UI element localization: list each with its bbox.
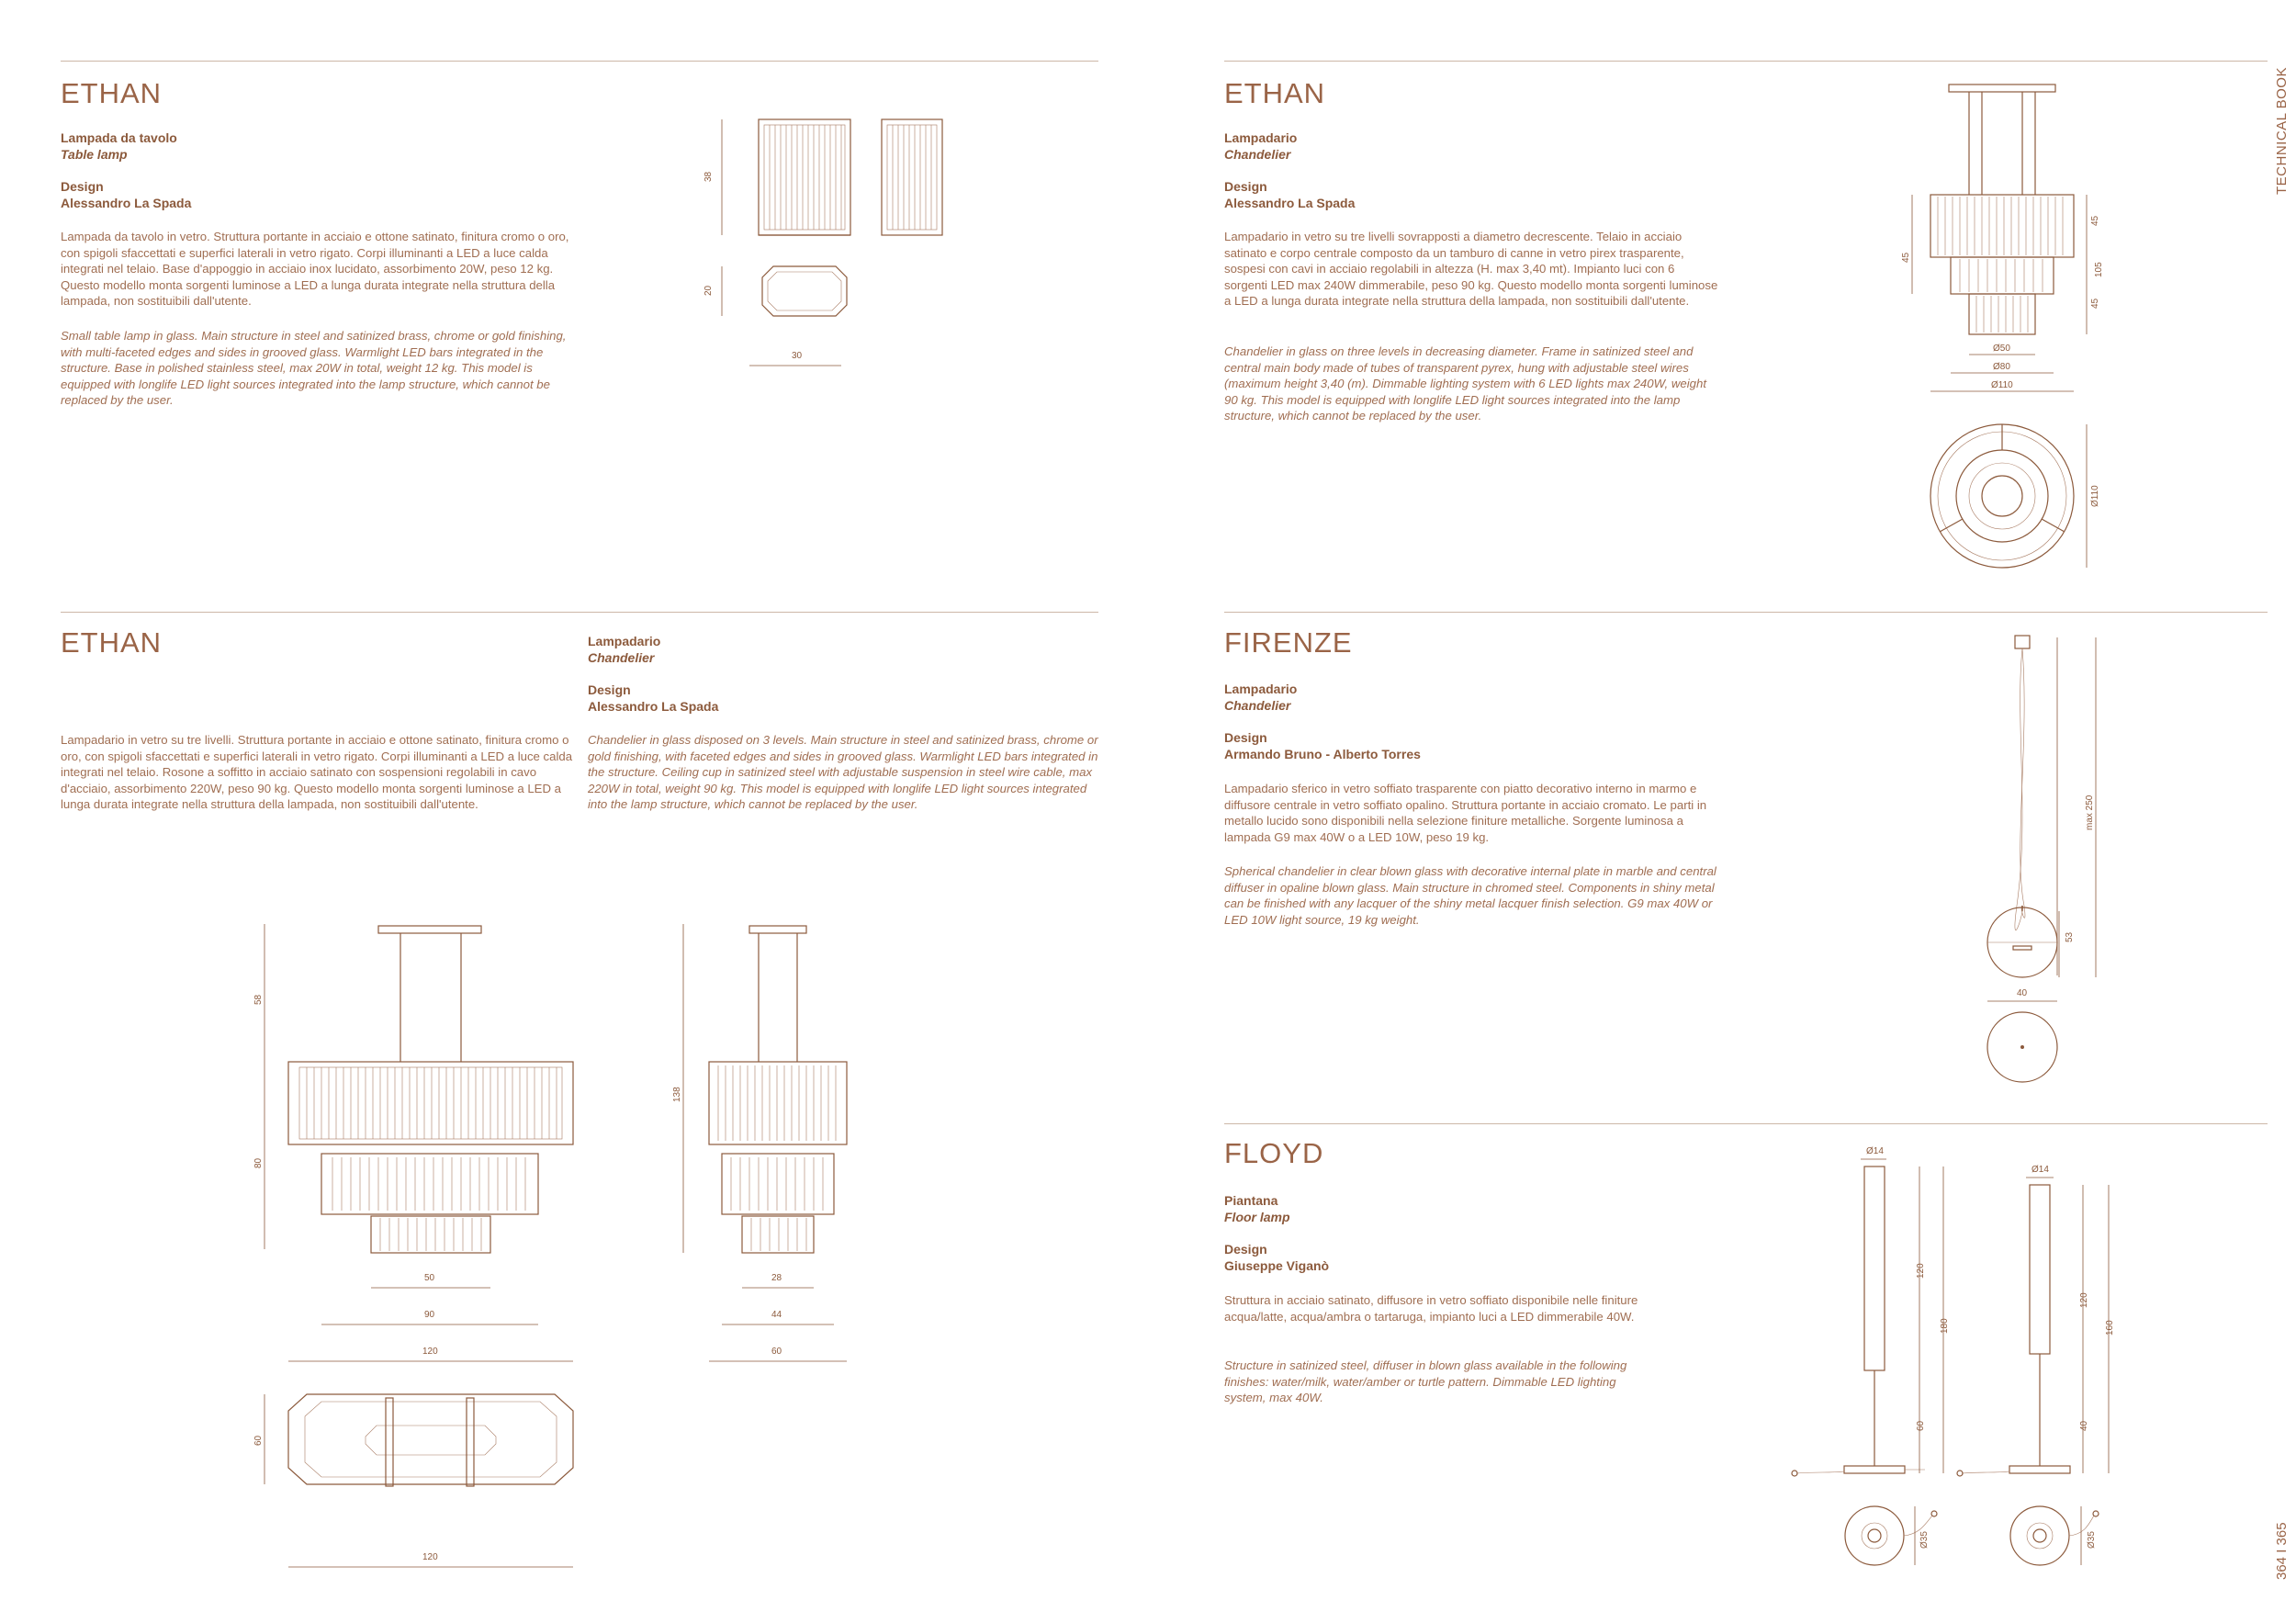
dim-s2: 44 bbox=[771, 1310, 782, 1320]
product-meta bbox=[1224, 130, 1739, 211]
designer: Alessandro La Spada bbox=[1224, 196, 1356, 210]
front-view bbox=[759, 119, 850, 235]
dim-w1: 50 bbox=[424, 1273, 435, 1283]
dim-h1: 45 bbox=[2090, 215, 2100, 226]
design-label: Design bbox=[1224, 179, 1267, 194]
description-it: Lampada da tavolo in vetro. Struttura portante in acciaio e ottone satinato, finitura cromo o oro, con spigoli sfaccettati e superfici laterali in vetro rigato. Corpi illuminanti a LED a luce calda integrati nel telaio. Base d'appoggio in acciaio inox lucidato, assorbimento 20W, peso 12 kg. Questo modello monta sorgenti luminose a LED a lunga durata integrate nella struttura della lampada, non sostituibili dall'utente. bbox=[61, 230, 569, 309]
type-it: Piantana bbox=[1224, 1193, 1278, 1208]
design-label: Design bbox=[61, 179, 104, 194]
product-meta bbox=[61, 130, 575, 211]
type-it: Lampadario bbox=[1224, 682, 1298, 696]
dim-c1: 60 bbox=[1916, 1420, 1926, 1431]
dim-dt: Ø110 bbox=[2090, 485, 2100, 507]
side-tab-label: TECHNICAL BOOK bbox=[2274, 67, 2290, 195]
round-chandelier-drawing bbox=[1892, 79, 2112, 593]
page-numbers-label: 364 I 365 bbox=[2274, 1522, 2290, 1580]
dim-w: 30 bbox=[792, 351, 803, 361]
dim-hl: 45 bbox=[1901, 252, 1911, 263]
design-label: Design bbox=[1224, 730, 1267, 745]
design-label: Design bbox=[1224, 1242, 1267, 1257]
top-view bbox=[762, 266, 847, 316]
dim-d2: Ø80 bbox=[1993, 362, 2010, 372]
description-en: Spherical chandelier in clear blown glass with decorative internal plate in marble and central diffuser in opaline blown glass. Main structure in chromed steel. Components in shiny metal can be finished with any lacquer of the shiny metal lacquer finish selection. G9 max 40W or LED 10W light source, 19 kg weight. bbox=[1224, 864, 1716, 927]
dim-top2: Ø14 bbox=[2032, 1165, 2049, 1175]
dim-top1: Ø14 bbox=[1866, 1146, 1884, 1156]
type-en: Chandelier bbox=[1224, 147, 1291, 162]
description-en: Structure in satinized steel, diffuser in blown glass available in the following finishes: water/milk, water/amber or turtle pattern. Dimmable LED lighting system, max 40W. bbox=[1224, 1358, 1627, 1405]
design-label: Design bbox=[588, 682, 631, 697]
description-en: Chandelier in glass disposed on 3 levels. Main structure in steel and satinized brass, chrome or gold finishing, with faceted edges and sides in grooved glass. Warmlight LED bars integrated in the structure. Ceiling cup in satinized steel with adjustable suspension in steel wire cable, max 220W in total, weight 90 kg. This model is equipped with longlife LED light sources integrated into the lamp structure, which cannot be replaced by the user. bbox=[588, 733, 1098, 812]
page-numbers bbox=[2274, 1506, 2290, 1580]
dim-b: 120 bbox=[422, 1552, 438, 1562]
side-tab bbox=[2274, 57, 2290, 195]
side-view bbox=[882, 119, 942, 235]
divider bbox=[1224, 61, 2268, 62]
dim-w: 40 bbox=[2017, 988, 2028, 998]
floor-lamp-drawings bbox=[1773, 1139, 2177, 1589]
type-en: Floor lamp bbox=[1224, 1210, 1290, 1224]
dim-d: 20 bbox=[703, 285, 714, 296]
type-it: Lampadario bbox=[1224, 130, 1298, 145]
chandelier-front-drawing bbox=[248, 919, 615, 1580]
dim-base2: Ø35 bbox=[2087, 1531, 2097, 1549]
dim-d3: Ø110 bbox=[1991, 380, 2013, 390]
product-title: FIRENZE bbox=[1224, 626, 1353, 659]
product-title: ETHAN bbox=[61, 626, 163, 659]
description-it: Lampadario in vetro su tre livelli sovrapposti a diametro decrescente. Telaio in acciaio satinato e corpo centrale composto da un tamburo di canne in vetro pirex trasparente, sospesi con cavi in acciaio regolabili in altezza (H. max 3,40 mt). Impianto luci con 6 sorgenti LED max 240W dimmerabile, peso 90 kg. Questo modello monta sorgenti luminose a LED a lunga durata integrate nella struttura della lampada, non sostituibili dall'utente. bbox=[1224, 230, 1718, 309]
type-en: Table lamp bbox=[61, 147, 128, 162]
description-it: Struttura in acciaio satinato, diffusore in vetro soffiato disponibile nelle finiture acqua/latte, acqua/ambra o tartaruga, impianto luci a LED dimmerabile 40W. bbox=[1224, 1293, 1638, 1324]
dim-h: 53 bbox=[2065, 931, 2075, 942]
floor-lamp-2 bbox=[1957, 1165, 2115, 1565]
chandelier-side-drawing bbox=[670, 919, 872, 1378]
dim-h1: 58 bbox=[253, 994, 264, 1005]
dim-s3: 60 bbox=[771, 1347, 782, 1357]
product-title: FLOYD bbox=[1224, 1137, 1324, 1169]
table-lamp-drawing bbox=[703, 110, 983, 386]
dim-base1: Ø35 bbox=[1919, 1531, 1930, 1549]
type-it: Lampadario bbox=[588, 634, 661, 648]
dim-b1: 180 bbox=[1940, 1318, 1950, 1334]
product-title: ETHAN bbox=[61, 77, 163, 109]
divider bbox=[1224, 612, 2268, 613]
divider bbox=[1224, 1123, 2268, 1124]
product-meta bbox=[1224, 681, 1739, 762]
product-meta bbox=[588, 633, 1102, 715]
type-en: Chandelier bbox=[1224, 698, 1291, 713]
floor-lamp-1 bbox=[1792, 1146, 1950, 1565]
designer: Armando Bruno - Alberto Torres bbox=[1224, 747, 1421, 761]
description-en: Small table lamp in glass. Main structure in steel and satinized brass, chrome or gold finishing, with multi-faceted edges and sides in grooved glass. Warmlight LED bars integrated in the structure. Base in polished stainless steel, max 20W in total, weight 12 kg. This model is equipped with longlife LED light sources integrated into the lamp structure, which cannot be replaced by the user. bbox=[61, 329, 567, 408]
designer: Giuseppe Viganò bbox=[1224, 1258, 1330, 1273]
dim-h2: 105 bbox=[2094, 262, 2104, 277]
dim-d: 60 bbox=[253, 1435, 264, 1446]
dim-w3: 120 bbox=[422, 1347, 438, 1357]
type-en: Chandelier bbox=[588, 650, 655, 665]
designer: Alessandro La Spada bbox=[588, 699, 719, 714]
divider bbox=[61, 61, 1098, 62]
dim-h3: 45 bbox=[2090, 298, 2100, 309]
sphere-chandelier-drawing bbox=[1929, 630, 2112, 1108]
dim-h3: 138 bbox=[672, 1087, 682, 1102]
dim-w2: 90 bbox=[424, 1310, 435, 1320]
dim-c2: 40 bbox=[2079, 1420, 2089, 1431]
description-en: Chandelier in glass on three levels in decreasing diameter. Frame in satinized steel and central main body made of tubes of transparent pyrex, hung with adjustable steel wires (maximum height 3,40 (m). Dimmable lighting system with 6 LED lights max 240W, weight 90 kg. This model is equipped with longlife LED light sources integrated into the lamp structure, which cannot be replaced by the user. bbox=[1224, 344, 1706, 423]
dim-b2: 160 bbox=[2105, 1320, 2115, 1336]
divider bbox=[61, 612, 1098, 613]
type-it: Lampada da tavolo bbox=[61, 130, 177, 145]
description-it: Lampadario in vetro su tre livelli. Struttura portante in acciaio e ottone satinato, finitura cromo o oro, con spigoli sfaccettati e superfici laterali in vetro rigato. Corpi illuminanti a LED a luce calda integrati nel telaio. Rosone a soffitto in acciaio satinato con sospensioni regolabili in cavo d'acciaio, assorbimento 220W, peso 90 kg. Questo modello monta sorgenti luminose a LED a lunga durata integrate nella struttura della lampada, non sostituibili dall'utente. bbox=[61, 733, 573, 812]
dim-a2: 120 bbox=[2079, 1292, 2089, 1308]
dim-d1: Ø50 bbox=[1993, 344, 2010, 354]
dim-hmax-label: max 250 bbox=[2085, 795, 2095, 830]
dim-a1: 120 bbox=[1916, 1263, 1926, 1279]
dim-h: 38 bbox=[703, 171, 714, 182]
description-it: Lampadario sferico in vetro soffiato trasparente con piatto decorativo interno in marmo e diffusore centrale in vetro soffiato opalino. Struttura portante in acciaio cromato. Le parti in metallo lucido sono disponibili nella selezione finiture metalliche. Sorgente luminosa a lampada G9 max 40W o a LED 10W, peso 19 kg. bbox=[1224, 782, 1707, 844]
product-title: ETHAN bbox=[1224, 77, 1326, 109]
dim-h2: 80 bbox=[253, 1157, 264, 1168]
product-meta bbox=[1224, 1192, 1739, 1274]
dim-s1: 28 bbox=[771, 1273, 782, 1283]
designer: Alessandro La Spada bbox=[61, 196, 192, 210]
